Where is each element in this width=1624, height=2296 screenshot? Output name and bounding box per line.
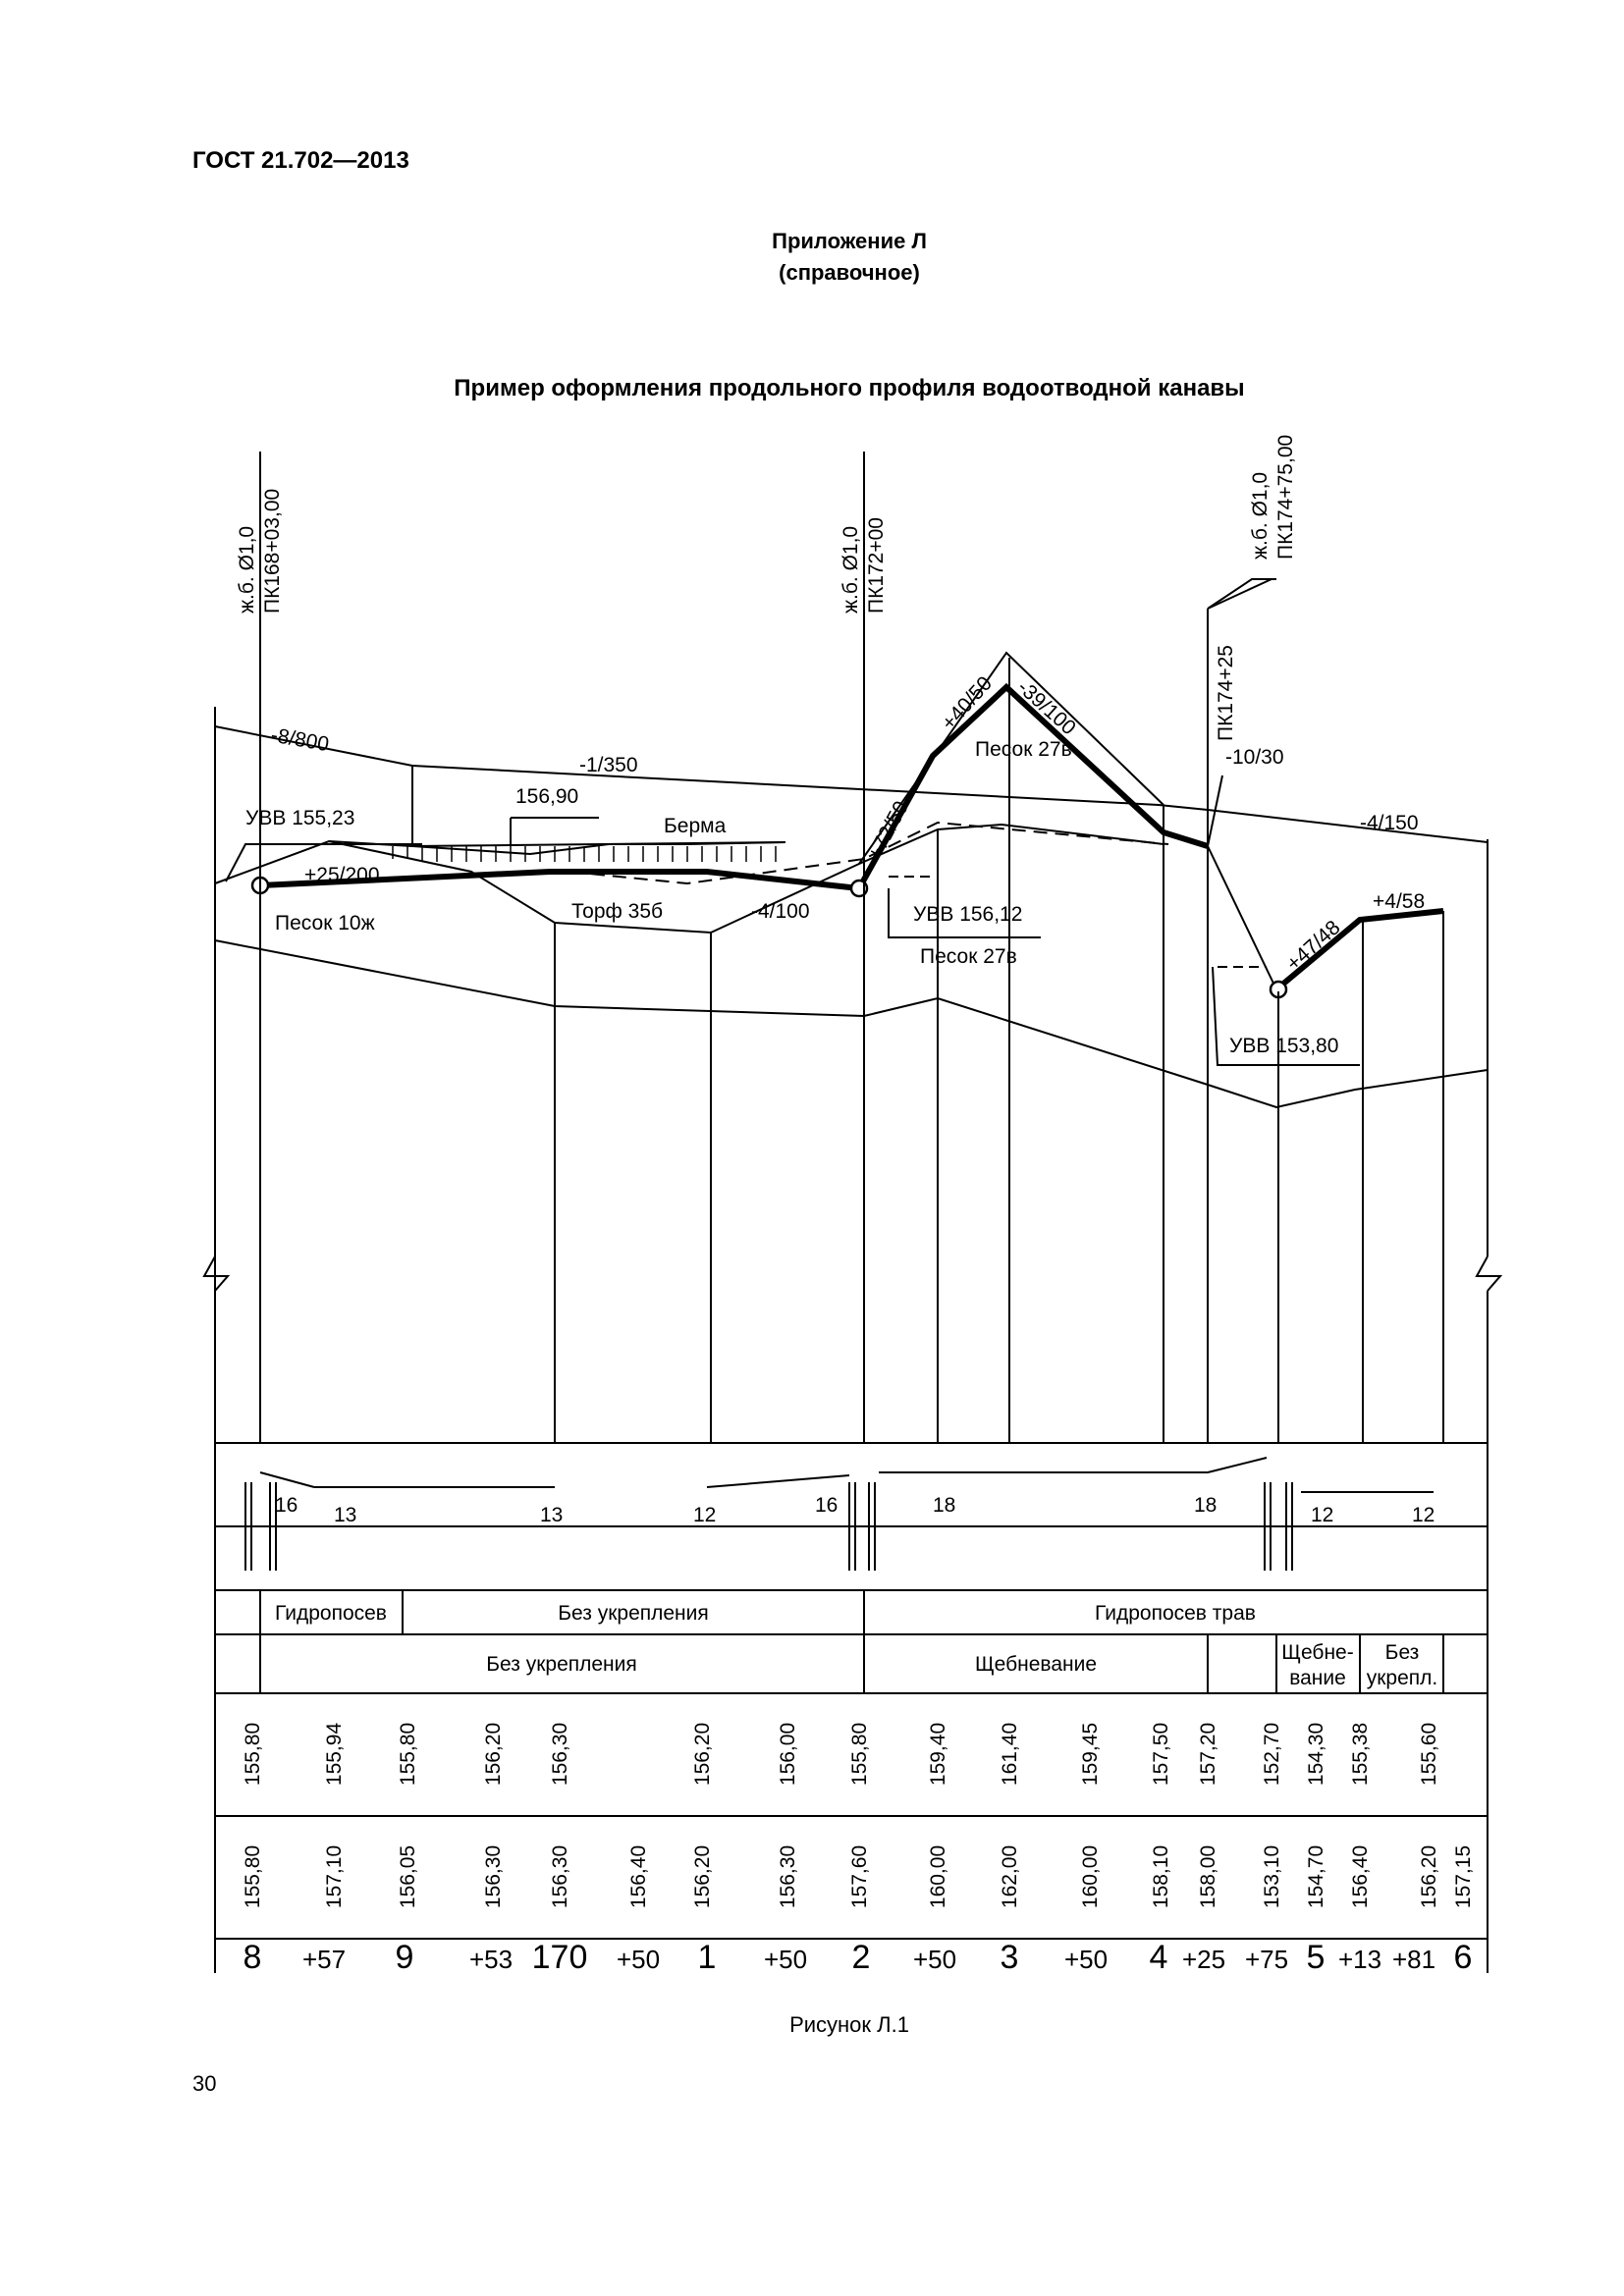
bottom-elev-5: 156,30 <box>549 1722 571 1787</box>
water-level-1: УВВ 155,23 <box>245 807 355 829</box>
bottom-elev-16: 155,38 <box>1349 1722 1372 1787</box>
gradient-num-9: 12 <box>1412 1504 1435 1526</box>
picket-19: 6 <box>1453 1939 1473 1976</box>
ground-elev-6: 156,40 <box>627 1844 650 1909</box>
picket-4: +53 <box>468 1945 514 1974</box>
bottom-elev-15: 154,30 <box>1305 1722 1327 1787</box>
bottom-elev-13: 157,20 <box>1197 1722 1219 1787</box>
ditch-slope-5: -39/100 <box>1012 675 1080 740</box>
bottom-elev-10: 161,40 <box>999 1722 1021 1787</box>
page-number: 30 <box>192 2071 217 2096</box>
picket-11: 3 <box>1000 1939 1019 1976</box>
picket-17: +13 <box>1337 1945 1382 1974</box>
bank-reinf-3: Гидропосев трав <box>1095 1602 1256 1625</box>
gradient-num-6: 18 <box>933 1494 956 1517</box>
ground-elev-16: 154,70 <box>1305 1844 1327 1909</box>
gradient-num-7: 18 <box>1194 1494 1218 1517</box>
bottom-elev-11: 159,45 <box>1079 1722 1102 1787</box>
bottom-elev-12: 157,50 <box>1150 1722 1172 1787</box>
pickets-row <box>244 1939 1473 1976</box>
ditch-slope-1: +25/200 <box>304 864 380 886</box>
picket-18: +81 <box>1391 1945 1436 1974</box>
picket-6: +50 <box>616 1945 661 1974</box>
ground-elev-19: 157,15 <box>1452 1844 1475 1909</box>
bottom-elev-8: 155,80 <box>848 1722 871 1787</box>
ground-slope-4: -4/150 <box>1360 812 1419 834</box>
picket-3: 9 <box>395 1939 414 1976</box>
ground-elev-14: 158,00 <box>1197 1844 1219 1909</box>
bottom-reinf-1: Без укрепления <box>486 1653 637 1676</box>
picket-13: 4 <box>1149 1939 1168 1976</box>
ground-elevations <box>242 1845 1475 1908</box>
ground-elev-2: 157,10 <box>323 1844 346 1909</box>
ground-elev-7: 156,20 <box>691 1844 714 1909</box>
ditch-slope-7: +4/58 <box>1373 890 1426 913</box>
ditch-slope-4: +40/50 <box>937 671 998 735</box>
bottom-elev-9: 159,40 <box>927 1722 949 1787</box>
ground-elev-8: 156,30 <box>777 1844 799 1909</box>
picket-1: 8 <box>243 1939 262 1976</box>
appendix-type: (справочное) <box>779 260 920 285</box>
gradient-num-5: 16 <box>815 1494 839 1517</box>
ground-elev-13: 158,10 <box>1150 1844 1172 1909</box>
figure-caption: Рисунок Л.1 <box>789 2012 909 2037</box>
bottom-reinf-3b: вание <box>1289 1667 1346 1689</box>
svg-text:ПК174+75,00: ПК174+75,00 <box>1274 434 1297 560</box>
appendix-title: Приложение Л <box>772 229 927 253</box>
ground-slope-2: -1/350 <box>579 754 638 776</box>
berm-label: Берма <box>664 815 727 837</box>
bank-reinf-1: Гидропосев <box>275 1602 387 1625</box>
figure-title: Пример оформления продольного профиля водоотводной канавы <box>454 375 1245 401</box>
soil-label-3: Песок 27в <box>975 738 1072 761</box>
ground-elev-11: 162,00 <box>999 1844 1021 1909</box>
ditch-slope-6: +47/48 <box>1281 916 1345 976</box>
bottom-elev-4: 156,20 <box>482 1722 505 1787</box>
soil-label-4: Песок 27в <box>920 945 1017 968</box>
ground-elev-10: 160,00 <box>927 1844 949 1909</box>
gradient-num-8: 12 <box>1311 1504 1334 1526</box>
bottom-elev-17: 155,60 <box>1418 1722 1440 1787</box>
picket-10: +50 <box>912 1945 957 1974</box>
picket-12: +50 <box>1063 1945 1109 1974</box>
ground-elev-15: 153,10 <box>1261 1844 1283 1909</box>
soil-label-1: Песок 10ж <box>275 912 375 934</box>
gradient-num-4: 12 <box>693 1504 717 1526</box>
bottom-reinf-4a: Без <box>1384 1641 1420 1664</box>
soil-label-2: Торф 35б <box>571 900 664 923</box>
bottom-elev-7: 156,00 <box>777 1722 799 1787</box>
bottom-elev-1: 155,80 <box>242 1722 264 1787</box>
document-code: ГОСТ 21.702—2013 <box>192 147 409 174</box>
picket-7: 1 <box>697 1939 717 1976</box>
picket-5: 170 <box>531 1939 588 1976</box>
svg-text:ж.б. Ø1,0: ж.б. Ø1,0 <box>1249 471 1272 560</box>
ground-elev-3: 156,05 <box>397 1844 419 1909</box>
picket-15: +75 <box>1244 1945 1289 1974</box>
gradient-num-1: 16 <box>275 1494 298 1517</box>
ditch-slope-3: +72/50 <box>863 797 913 865</box>
bottom-elev-6: 156,20 <box>691 1722 714 1787</box>
bottom-reinf-4b: укрепл. <box>1366 1667 1438 1689</box>
bottom-elevations <box>242 1723 1440 1787</box>
bank-reinf-2: Без укрепления <box>558 1602 709 1625</box>
svg-text:ж.б. Ø1,0: ж.б. Ø1,0 <box>839 525 862 614</box>
bottom-elev-14: 152,70 <box>1261 1722 1283 1787</box>
picket-2: +57 <box>301 1945 347 1974</box>
svg-text:ПК168+03,00: ПК168+03,00 <box>261 488 284 614</box>
ground-elev-4: 156,30 <box>482 1844 505 1909</box>
berm-level: 156,90 <box>515 785 579 808</box>
ground-elev-5: 156,30 <box>549 1844 571 1909</box>
picket-9: 2 <box>851 1939 871 1976</box>
ground-elev-9: 157,60 <box>848 1844 871 1909</box>
water-level-3: УВВ 153,80 <box>1229 1035 1339 1057</box>
turn-station: ПК174+25 <box>1215 645 1237 741</box>
ground-elev-12: 160,00 <box>1079 1844 1102 1909</box>
picket-14: +25 <box>1181 1945 1226 1974</box>
bottom-elev-2: 155,94 <box>323 1722 346 1787</box>
picket-16: 5 <box>1306 1939 1326 1976</box>
bottom-reinf-3a: Щебне- <box>1281 1641 1354 1664</box>
svg-text:ПК172+00: ПК172+00 <box>865 517 888 614</box>
culvert-label-3 <box>1249 435 1297 560</box>
gradient-num-2: 13 <box>334 1504 357 1526</box>
ground-slope-1: -8/800 <box>269 723 331 757</box>
ground-line <box>215 726 1488 842</box>
water-level-2: УВВ 156,12 <box>913 903 1023 926</box>
ground-elev-1: 155,80 <box>242 1844 264 1909</box>
bottom-reinf-2: Щебневание <box>974 1653 1098 1676</box>
ground-slope-3: -10/30 <box>1225 746 1284 769</box>
svg-text:ж.б. Ø1,0: ж.б. Ø1,0 <box>236 525 258 614</box>
gradient-num-3: 13 <box>540 1504 564 1526</box>
ditch-slope-2: -4/100 <box>751 900 810 923</box>
bottom-elev-3: 155,80 <box>397 1722 419 1787</box>
picket-8: +50 <box>763 1945 808 1974</box>
ground-elev-18: 156,20 <box>1418 1844 1440 1909</box>
ground-elev-17: 156,40 <box>1349 1844 1372 1909</box>
